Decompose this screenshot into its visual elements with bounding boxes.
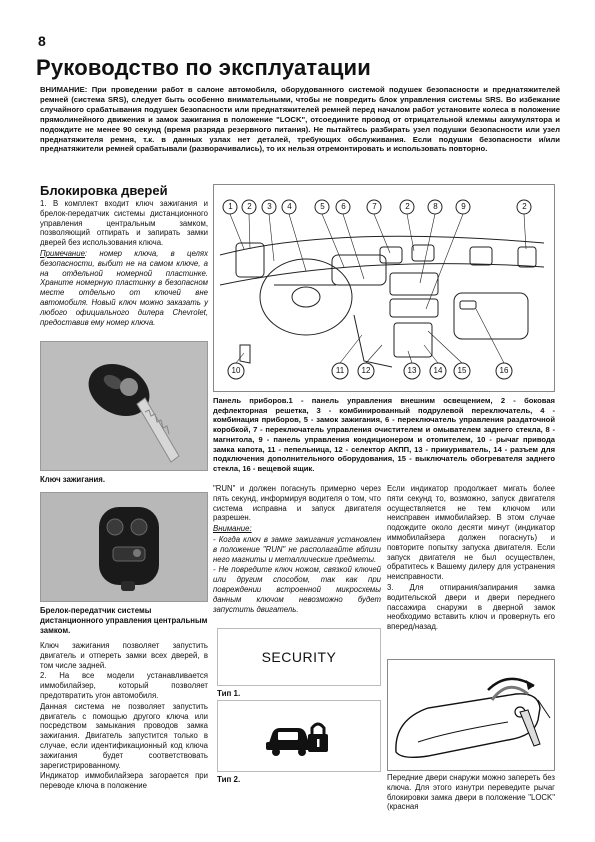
note-paragraph (40, 249, 208, 327)
middle-text-block (213, 484, 381, 615)
indicator-blinking-paragraph: Если индикатор продолжает мигать более пяти секунд то, возможно, запуск двигателя осуществляется не тем ключом или неисправен иммобилайзер. В этом случае подождите около десяти минут (индикатор иммобилайзера должен погаснуть) и повторите попытку запуска двигателя. Если запуск двигателя не был осуществлен, обратитесь к Вашему дилеру для устранения неисправности. (387, 484, 555, 582)
key-usage-paragraph: Ключ зажигания позволяет запустить двигатель и отпереть замки всех дверей, в том числе задней. (40, 641, 208, 670)
callout-9: 9 (461, 202, 466, 211)
door-lock-paragraph: 3. Для отпирания/запирания замка водительской двери и двери переднего пассажира снаружи в дверной замок необходимо вставить ключ и провернуть его вперед/назад. (387, 582, 555, 632)
key-fob-illustration (41, 493, 208, 602)
run-paragraph: "RUN" и должен погаснуть примерно через пять секунд, информируя водителя о том, что система исправна и запуск двигателя разрешен. (213, 484, 381, 523)
callout-7: 7 (372, 202, 377, 211)
callout-6: 6 (341, 202, 346, 211)
key-fob-photo (40, 492, 208, 602)
key-illustration (41, 342, 208, 471)
callout-13: 13 (407, 366, 417, 375)
srs-warning: ВНИМАНИЕ: При проведении работ в салоне автомобиля, оборудованного системой подушек безопасности и преднатяжителей ремней (система SRS), следует быть особенно внимательными, чтобы не повредить блок управления системы SRS. Во избежание случайного срабатывания подушек безопасности или преднатяжителей ремней перед началом работ установите колеса в положение прямолинейного движения и замок зажигания в положение "LOCK", отсоедините провод от отрицательной клеммы аккумулятора и подождите не менее 90 секунд (время разряда резервного питания). Не пытайтесь разбирать узел подушки безопасности или узел преднатяжителя ремня, т.к. в данных узлах нет деталей, требующих обслуживания. Если подушки безопасности и/или преднатяжители ремней срабатывали (разворачивались), то их нельзя отремонтировать и использовать повторно. (40, 85, 560, 154)
section-heading: Блокировка дверей (40, 183, 168, 198)
security-indicator-type2 (217, 700, 381, 772)
callout-10: 10 (231, 366, 241, 375)
security-indicator-text: SECURITY (261, 649, 337, 665)
dashboard-caption: Панель приборов.1 - панель управления внешним освещением, 2 - боковая дефлекторная решетка, 3 - комбинированный подрулевой переключатель, 4 - комбинация приборов, 5 - замок зажигания, 6 - переключатель управления раздаточной коробкой, 7 - переключатель управления очистителем и омывателем заднего стекла, 8 - магнитола, 9 - панель управления кондиционером и отопителем, 10 - рычаг привода замка капота, 11 - пепельница, 12 - селектор АКПП, 13 - прикуриватель, 14 - разъем для подключения дополнительного оборудования, 15 - выключатель обогревателя заднего стекла, 16 - вещевой ящик. (213, 396, 555, 473)
dashboard-illustration (213, 184, 555, 392)
security-indicator-type1 (217, 628, 381, 686)
callout-12: 12 (361, 366, 371, 375)
immobilizer-paragraph: 2. На все модели устанавливается иммобилайзер, который позволяет предотвратить угон автомобиля. (40, 671, 208, 700)
callout-3: 3 (267, 202, 272, 211)
key-fob-caption: Брелок-передатчик системы дистанционного управления центральным замком. (40, 606, 208, 635)
type2-label: Тип 2. (217, 775, 241, 784)
callout-2c: 2 (522, 202, 527, 211)
door-handle-drawing (388, 660, 554, 770)
dashboard-drawing (214, 185, 554, 391)
callout-2b: 2 (405, 202, 410, 211)
note-text: : номер ключа, в целях безопасности, выбит не на самом ключе, а на отдельной номерной пластинке. Храните номерную пластинку в безопасном месте отдельно от ключей вне автомобиля. Новый ключ можно заказать у любого официального дилера Chevrolet, предоставив ему номер ключа. (40, 248, 208, 327)
callout-1: 1 (228, 202, 233, 211)
right-text-block (387, 484, 555, 633)
indicator-paragraph: Индикатор иммобилайзера загорается при переводе ключа в положение (40, 771, 208, 791)
key-caption: Ключ зажигания. (40, 475, 105, 484)
intro-paragraph: 1. В комплект входит ключ зажигания и брелок-передатчик системы дистанционного управления центральным замком, позволяющий отпирать и запирать замки дверей без использования ключа. (40, 199, 208, 248)
callout-4: 4 (287, 202, 292, 211)
ignition-key-photo (40, 341, 208, 471)
callout-16: 16 (499, 366, 509, 375)
callout-2a: 2 (247, 202, 252, 211)
front-doors-paragraph: Передние двери снаружи можно запереть без ключа. Для этого изнутри переведите рычаг блокировки замка двери в положение "LOCK" (красная (387, 773, 555, 812)
note-label: Примечание (40, 248, 85, 258)
callout-15: 15 (457, 366, 467, 375)
car-lock-icon (264, 716, 334, 756)
callout-11: 11 (335, 366, 345, 375)
right-bottom-block (387, 773, 555, 813)
callout-8: 8 (433, 202, 438, 211)
callout-5: 5 (320, 202, 325, 211)
left-intro-block (40, 199, 208, 328)
attention-bullet-1: - Когда ключ в замке зажигания установлен в положение "RUN" не располагайте вблизи него магниты и металлические предметы. (213, 534, 381, 564)
page-number: 8 (38, 33, 46, 49)
left-bottom-block (40, 641, 208, 792)
type1-label: Тип 1. (217, 689, 241, 698)
callout-14: 14 (433, 366, 443, 375)
immobilizer-detail-paragraph: Данная система не позволяет запустить двигатель с помощью другого ключа или посредством замыкания проводов замка зажигания. Двигатель запустится только в случае, если идентификационный код ключа зажигания будет соответствовать зарегистрированному. (40, 701, 208, 770)
attention-bullet-2: - Не повредите ключ ножом, связкой ключей или другим способом, так как при повреждении встроенной микросхемы данным ключом невозможно будет запустить двигатель. (213, 565, 381, 614)
door-handle-illustration (387, 659, 555, 771)
attention-label: Внимание: (213, 524, 252, 534)
page-title: Руководство по эксплуатации (36, 55, 372, 80)
